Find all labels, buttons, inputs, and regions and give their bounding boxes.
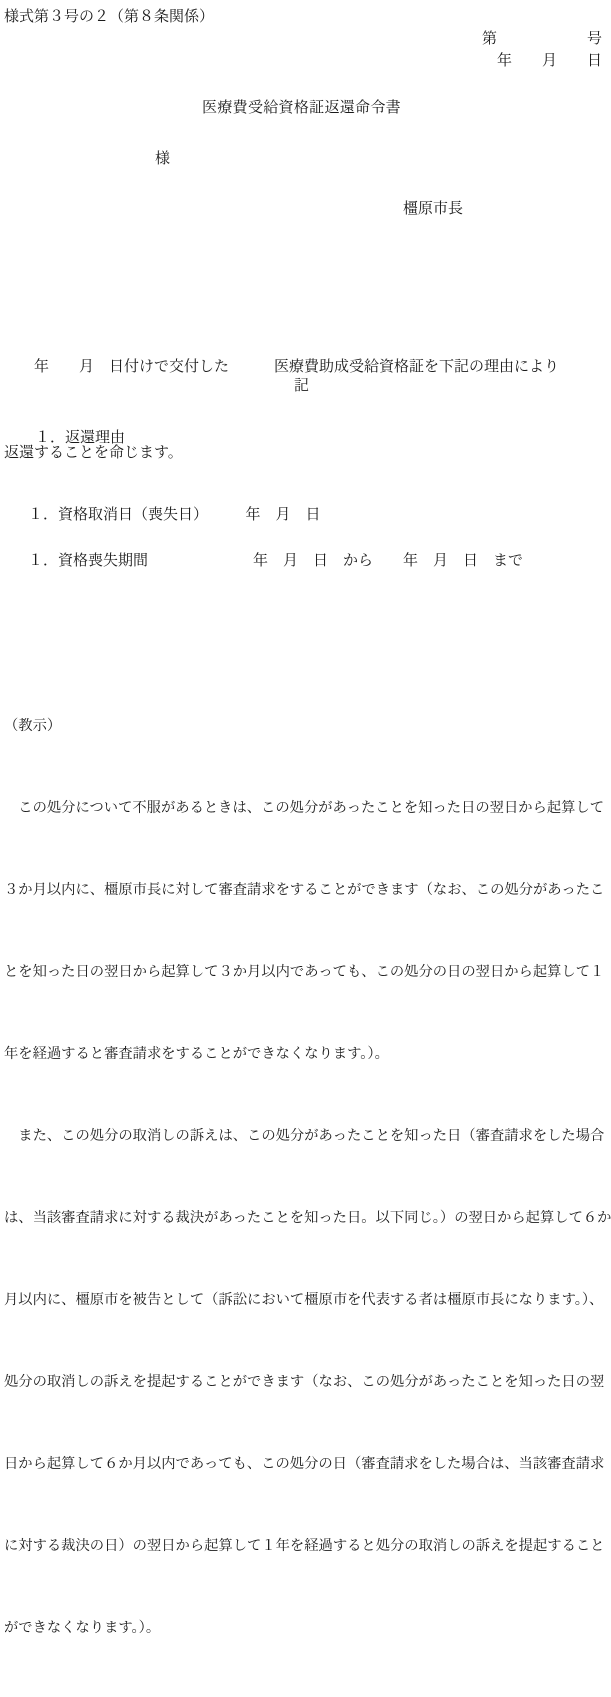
appeal-instructions-line: とを知った日の翌日から起算して３か月以内であっても、この処分の日の翌日から起算して１ [4, 963, 605, 980]
record-item-cancellation-date: １．資格取消日（喪失日） 年 月 日 [28, 507, 321, 523]
order-paragraph-line-1: 年 月 日付けで交付した 医療費助成受給資格証を下記の理由により [4, 359, 560, 375]
order-paragraph [4, 296, 601, 524]
appeal-instructions-line: ３か月以内に、橿原市長に対して審査請求をすることができます（なお、この処分があったこ [4, 881, 605, 898]
record-marker: 記 [293, 378, 309, 394]
form-number-note: 様式第３号の２（第８条関係） [4, 9, 215, 25]
appeal-instructions-line: 処分の取消しの訴えを提起することができます（なお、この処分があったことを知った日の翌 [4, 1373, 605, 1390]
appeal-instructions-line: 日から起算して６か月以内であっても、この処分の日（審査請求をした場合は、当該審査請求 [4, 1455, 605, 1472]
record-item-loss-period: １．資格喪失期間 年 月 日 から 年 月 日 まで [28, 553, 524, 569]
appeal-instructions-line: この処分について不服があるときは、この処分があったことを知った日の翌日から起算して [4, 799, 605, 816]
appeal-instructions-line: 年を経過すると審査請求をすることができなくなります。）。 [4, 1045, 389, 1062]
record-item-return-reason: １．返還理由 [35, 430, 126, 446]
document-title: 医療費受給資格証返還命令書 [202, 100, 401, 116]
issuer-name: 橿原市長 [403, 201, 464, 217]
appeal-instructions [4, 658, 611, 1697]
appeal-instructions-line: また、この処分の取消しの訴えは、この処分があったことを知った日（審査請求をした場合 [4, 1127, 605, 1144]
appeal-instructions-line: に対する裁決の日）の翌日から起算して１年を経過すると処分の取消しの訴えを提起すること [4, 1538, 605, 1554]
document-number-line: 第 号 [481, 31, 602, 47]
issue-date-line: 年 月 日 [496, 53, 602, 69]
appeal-instructions-line: ができなくなります。）。 [4, 1620, 161, 1637]
appeal-instructions-line: 月以内に、橿原市を被告として（訴訟において橿原市を代表する者は橿原市長になります。）、 [4, 1291, 604, 1308]
appeal-instructions-heading: （教示） [4, 717, 62, 734]
order-paragraph-line-2: 返還することを命じます。 [4, 444, 183, 461]
appeal-instructions-line: は、当該審査請求に対する裁決があったことを知った日。以下同じ。）の翌日から起算して６か [4, 1209, 611, 1226]
addressee-honorific: 様 [155, 151, 171, 167]
